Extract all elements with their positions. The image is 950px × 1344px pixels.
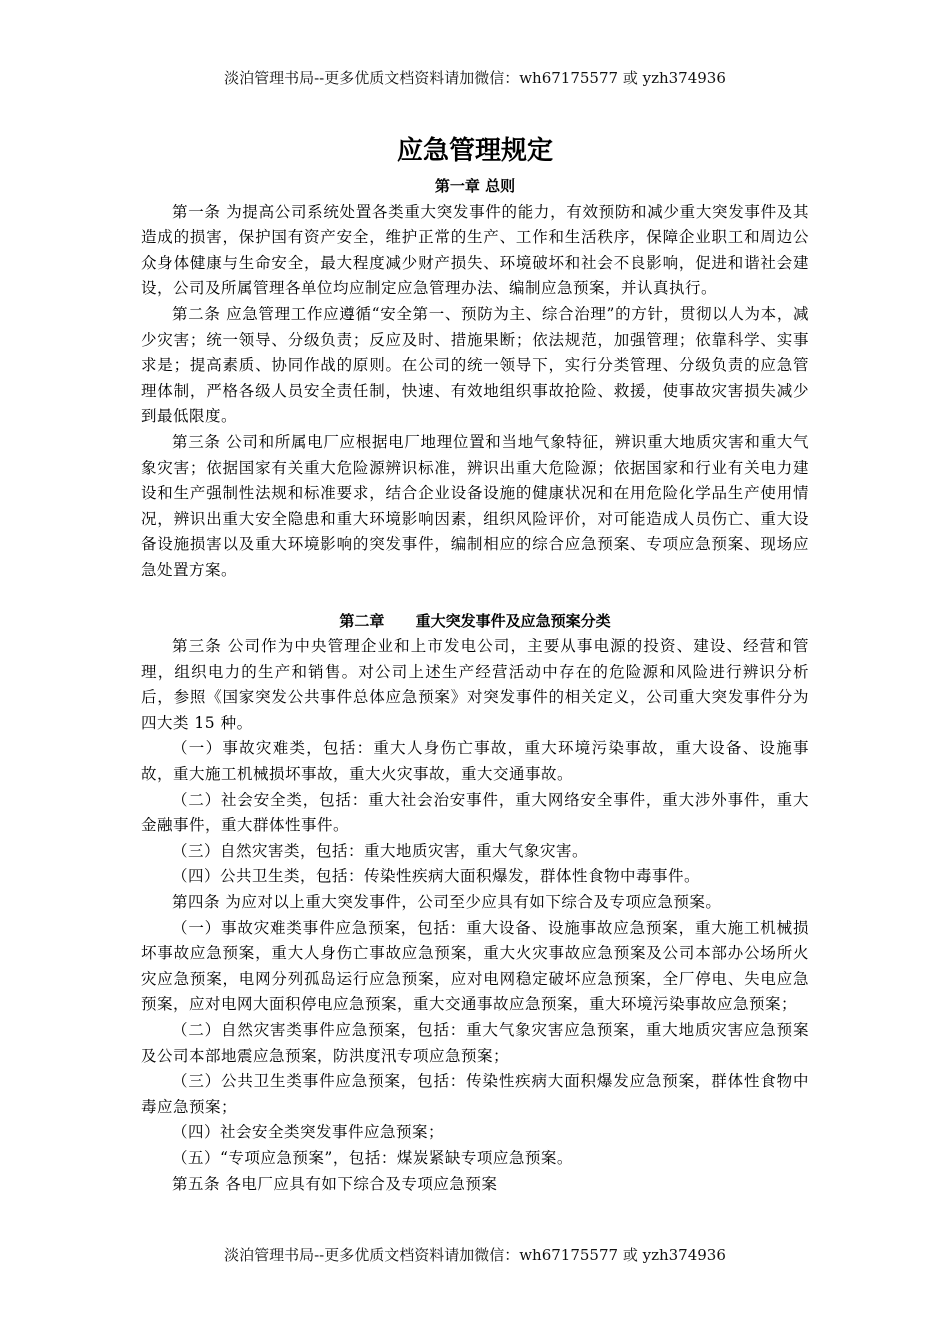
article-5: 第五条 各电厂应具有如下综合及专项应急预案	[172, 1174, 498, 1193]
page-footer: 淡泊管理书局--更多优质文档资料请加微信：wh67175577 或 yzh374936	[224, 1246, 726, 1264]
plan-natural-disaster: （二）自然灾害类事件应急预案，包括：重大气象灾害应急预案，重大地质灾害应急预案及公司本部地震应急预案，防洪度汛专项应急预案；	[141, 1021, 809, 1065]
document-title: 应急管理规定	[396, 136, 553, 166]
category-social-security: （二）社会安全类，包括：重大社会治安事件，重大网络安全事件，重大涉外事件，重大金融事件，重大群体性事件。	[141, 790, 809, 835]
plan-social-security: （四）社会安全类突发事件应急预案；	[172, 1123, 445, 1142]
page-header: 淡泊管理书局--更多优质文档资料请加微信：wh67175577 或 yzh374936	[224, 69, 726, 87]
article-3-ch2: 第三条 公司作为中央管理企业和上市发电公司，主要从事电源的投资、建设、经营和管理，组织电力的生产和销售。对公司上述生产经营活动中存在的危险源和风险进行辨识分析后，参照《国家突发公共事件总体应急预案》对突发事件的相关定义，公司重大突发事件分为四大类 15 种。	[141, 637, 809, 732]
plan-special: （五）“专项应急预案”，包括：煤炭紧缺专项应急预案。	[172, 1148, 573, 1167]
chapter-2-heading: 第二章 重大突发事件及应急预案分类	[339, 611, 611, 630]
article-4: 第四条 为应对以上重大突发事件，公司至少应具有如下综合及专项应急预案。	[172, 893, 722, 912]
category-natural-disaster: （三）自然灾害类，包括：重大地质灾害，重大气象灾害。	[172, 841, 589, 860]
plan-accident: （一）事故灾难类事件应急预案，包括：重大设备、设施事故应急预案，重大施工机械损坏事故应急预案，重大人身伤亡事故应急预案，重大火灾事故应急预案及公司本部办公场所火灾应急预案，电网分列孤岛运行应急预案，应对电网稳定破坏应急预案，全厂停电、失电应急预案，应对电网大面积停电应急预案，重大交通事故应急预案，重大环境污染事故应急预案；	[141, 918, 809, 1014]
chapter-1-heading: 第一章 总则	[434, 177, 516, 195]
document-body	[141, 174, 809, 1197]
plan-public-health: （三）公共卫生类事件应急预案，包括：传染性疾病大面积爆发应急预案，群体性食物中毒应急预案；	[141, 1072, 809, 1116]
category-accident: （一）事故灾难类，包括：重大人身伤亡事故，重大环境污染事故，重大设备、设施事故，重大施工机械损坏事故，重大火灾事故，重大交通事故。	[141, 739, 809, 784]
article-3: 第三条 公司和所属电厂应根据电厂地理位置和当地气象特征，辨识重大地质灾害和重大气象灾害；依据国家有关重大危险源辨识标准，辨识出重大危险源；依据国家和行业有关电力建设和生产强制性法规和标准要求，结合企业设备设施的健康状况和在用危险化学品生产使用情况，辨识出重大安全隐患和重大环境影响因素，组织风险评价，对可能造成人员伤亡、重大设备设施损害以及重大环境影响的突发事件，编制相应的综合应急预案、专项应急预案、现场应急处置方案。	[141, 432, 809, 579]
article-1: 第一条 为提高公司系统处置各类重大突发事件的能力，有效预防和减少重大突发事件及其造成的损害，保护国有资产安全，维护正常的生产、工作和生活秩序，保障企业职工和周边公众身体健康与生命安全，最大程度减少财产损失、环境破坏和社会不良影响，促进和谐社会建设，公司及所属管理各单位均应制定应急管理办法、编制应急预案，并认真执行。	[141, 202, 809, 298]
article-2: 第二条 应急管理工作应遵循“安全第一、预防为主、综合治理”的方针，贯彻以人为本，减少灾害；统一领导、分级负责；反应及时、措施果断；依法规范，加强管理；依靠科学、实事求是；提高素质、协同作战的原则。在公司的统一领导下，实行分类管理、分级负责的应急管理体制，严格各级人员安全责任制，快速、有效地组织事故抢险、救援，使事故灾害损失减少到最低限度。	[141, 304, 809, 426]
category-public-health: （四）公共卫生类，包括：传染性疾病大面积爆发，群体性食物中毒事件。	[172, 867, 701, 886]
